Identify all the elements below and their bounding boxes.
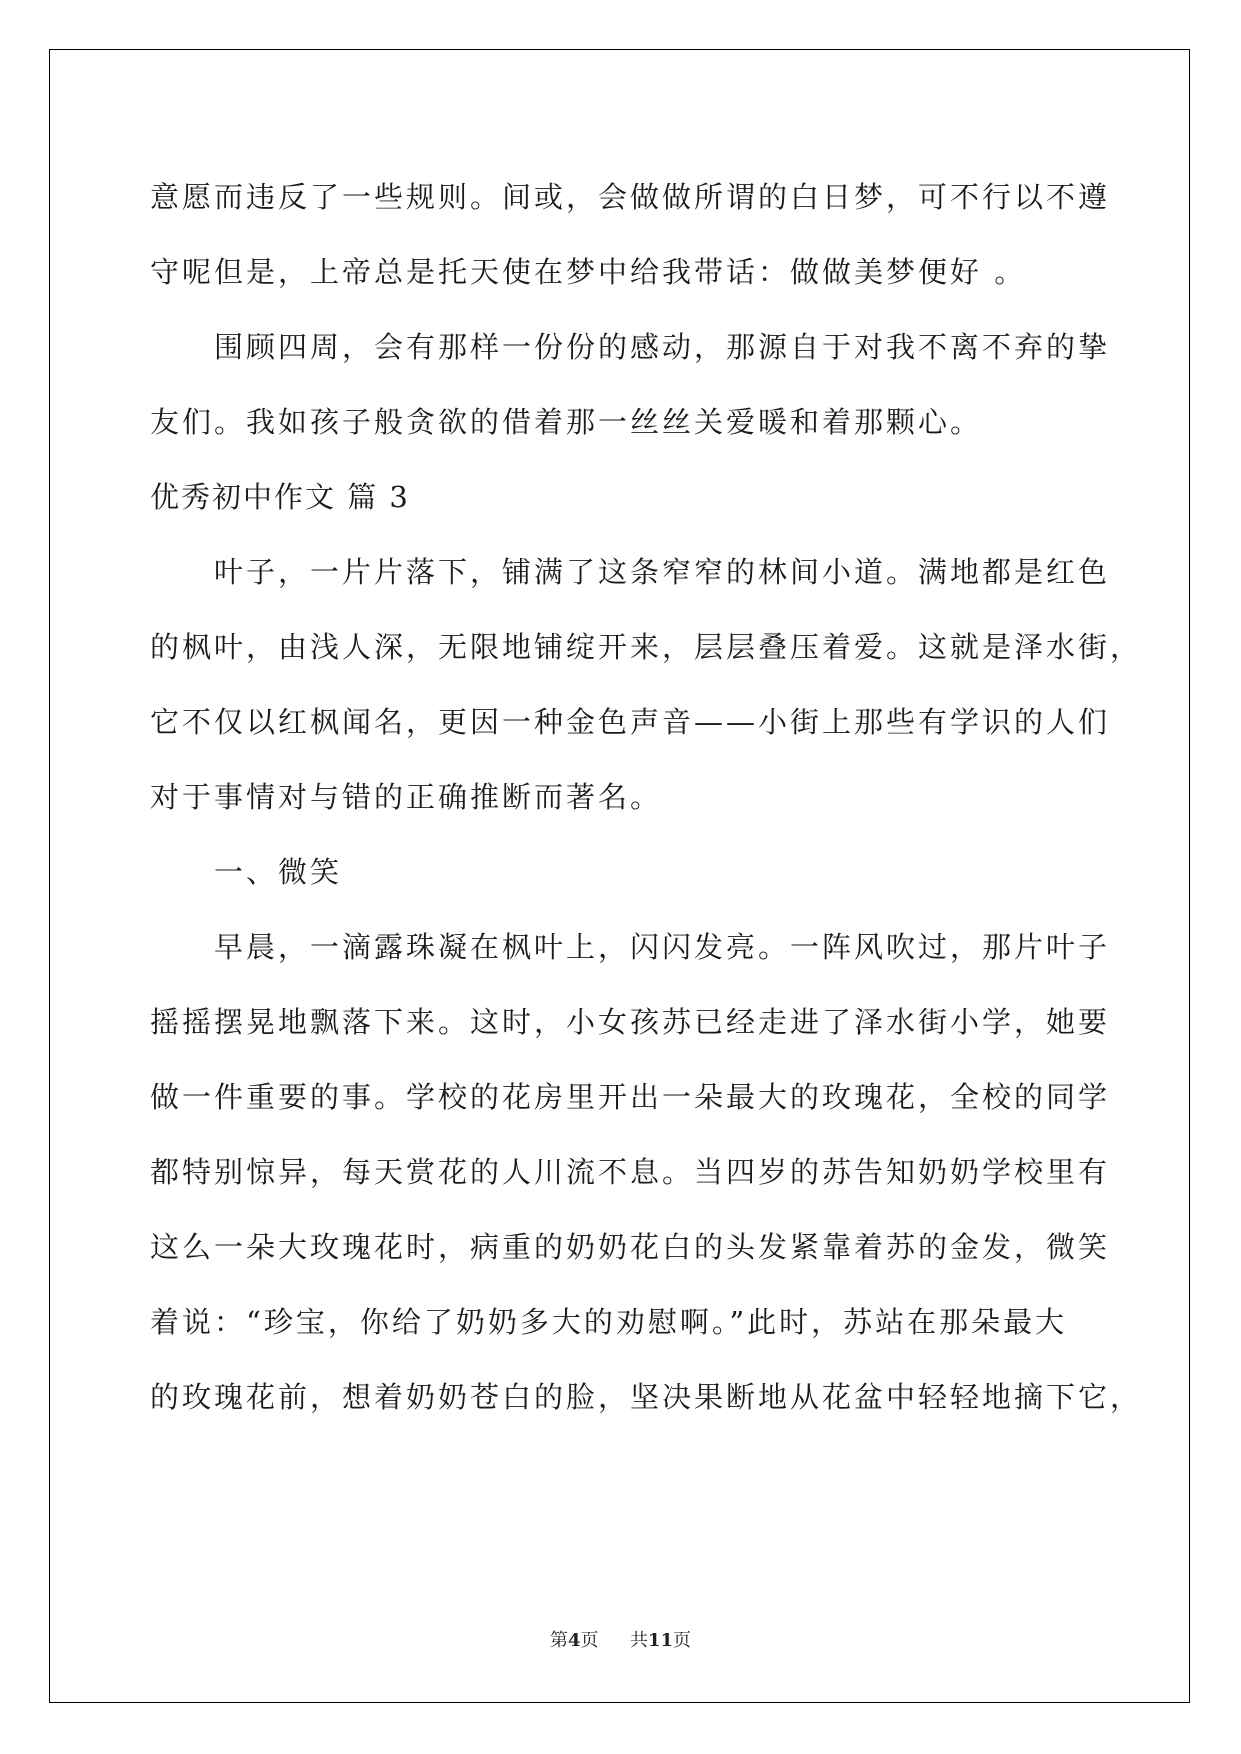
text-line: 着说：“珍宝，你给了奶奶多大的劝慰啊。”此时，苏站在那朵最大 — [150, 1305, 1068, 1339]
text-line: 叶子，一片片落下，铺满了这条窄窄的林间小道。满地都是红色 — [214, 555, 1111, 589]
subheading: 一、微笑 — [214, 855, 343, 889]
page-suffix: 页 — [580, 1630, 599, 1651]
page-number: 4 — [567, 1630, 581, 1651]
text-line: 摇摇摆晃地飘落下来。这时，小女孩苏已经走进了泽水街小学，她要 — [150, 1005, 1111, 1039]
total-prefix: 共 — [629, 1630, 648, 1651]
text-line: 做一件重要的事。学校的花房里开出一朵最大的玫瑰花，全校的同学 — [150, 1080, 1111, 1114]
section-heading: 优秀初中作文 篇 3 — [150, 480, 410, 514]
page-footer — [0, 1626, 1241, 1652]
total-suffix: 页 — [673, 1630, 692, 1651]
text-line: 友们。我如孩子般贪欲的借着那一丝丝关爱暖和着那颗心。 — [150, 405, 983, 439]
text-line: 都特别惊异，每天赏花的人川流不息。当四岁的苏告知奶奶学校里有 — [150, 1155, 1111, 1189]
text-line: 围顾四周，会有那样一份份的感动，那源自于对我不离不弃的挚 — [214, 330, 1111, 364]
total-pages: 11 — [647, 1630, 674, 1651]
text-line: 的枫叶，由浅人深，无限地铺绽开来，层层叠压着爱。这就是泽水街， — [150, 630, 1143, 664]
document-body — [150, 160, 1143, 1435]
text-line: 这么一朵大玫瑰花时，病重的奶奶花白的头发紧靠着苏的金发，微笑 — [150, 1230, 1111, 1264]
page-prefix: 第 — [549, 1630, 568, 1651]
text-line: 守呢但是，上帝总是托天使在梦中给我带话：做做美梦便好 。 — [150, 255, 1027, 289]
text-line: 它不仅以红枫闻名，更因一种金色声音——小街上那些有学识的人们 — [150, 705, 1111, 739]
text-line: 对于事情对与错的正确推断而著名。 — [150, 780, 663, 814]
text-line: 早晨，一滴露珠凝在枫叶上，闪闪发亮。一阵风吹过，那片叶子 — [214, 930, 1111, 964]
text-line: 意愿而违反了一些规则。间或，会做做所谓的白日梦，可不行以不遵 — [150, 180, 1111, 214]
text-line: 的玫瑰花前，想着奶奶苍白的脸，坚决果断地从花盆中轻轻地摘下它， — [150, 1380, 1143, 1414]
